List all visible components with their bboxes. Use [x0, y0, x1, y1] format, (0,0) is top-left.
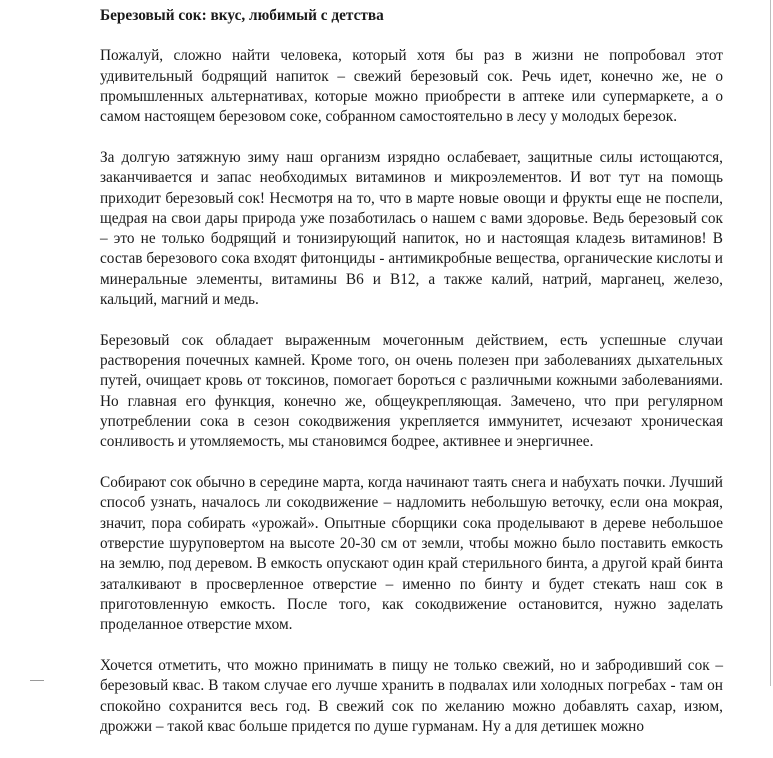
page-edge-divider: [770, 0, 771, 686]
paragraph-intro: Пожалуй, сложно найти человека, который хотя бы раз в жизни не попробовал этот удивительный бодрящий напиток – свежий березовый сок. Речь идет, конечно же, не о промышленных альтернативах, которые можно приобрести в аптеке или супермаркете, а о самом настоящем березовом соке, собранном самостоятельно в лесу у молодых березок.: [100, 47, 723, 126]
page-corner-mark: [30, 680, 44, 685]
document-body: [100, 6, 723, 758]
paragraph-vitamins: За долгую затяжную зиму наш организм изрядно ослабевает, защитные силы истощаются, заканчивается и запас необходимых витаминов и микроэлементов. И вот тут на помощь приходит березовый сок! Несмотря на то, что в марте новые овощи и фрукты еще не поспели, щедрая на свои дары природа уже позаботилась о нашем с вами здоровье. Ведь березовый сок – это не только бодрящий и тонизирующий напиток, но и настоящая кладезь витаминов! В состав березового сока входят фитонциды - антимикробные вещества, органические кислоты и минеральные элементы, витамины В6 и В12, а также калий, натрий, марганец, железо, кальций, магний и медь.: [100, 148, 723, 309]
paragraph-collecting: Собирают сок обычно в середине марта, когда начинают таять снега и набухать почки. Лучший способ узнать, началось ли сокодвижение – надломить небольшую веточку, если она мокрая, значит, пора собирать «урожай». Опытные сборщики сока проделывают в дереве небольшое отверстие шуруповертом на высоте 20-30 см от земли, чтобы можно было поставить емкость на землю, под деревом. В емкость опускают один край стерильного бинта, а другой край бинта заталкивают в просверленное отверстие – именно по бинту и будет стекать наш сок в приготовленную емкость. После того, как сокодвижение остановится, нужно заделать проделанное отверстие мхом.: [100, 474, 723, 634]
paragraph-kvass: Хочется отметить, что можно принимать в пищу не только свежий, но и забродивший сок – березовый квас. В таком случае его лучше хранить в подвалах или холодных погребах - там он спокойно сохранится весь год. В свежий сок по желанию можно добавлять сахар, изюм, дрожжи – такой квас больше придется по душе гурманам. Ну а для детишек можно: [100, 657, 723, 735]
paragraph-benefits: Березовый сок обладает выраженным мочегонным действием, есть успешные случаи растворения почечных камней. Кроме того, он очень полезен при заболеваниях дыхательных путей, очищает кровь от токсинов, помогает бороться с различными кожными заболеваниями. Но главная его функция, конечно же, общеукрепляющая. Замечено, что при регулярном употреблении сока в сезон сокодвижения укрепляется иммунитет, исчезают хроническая сонливость и утомляемость, мы становимся бодрее, активнее и энергичнее.: [100, 331, 723, 451]
document-title: Березовый сок: вкус, любимый с детства: [100, 7, 384, 24]
